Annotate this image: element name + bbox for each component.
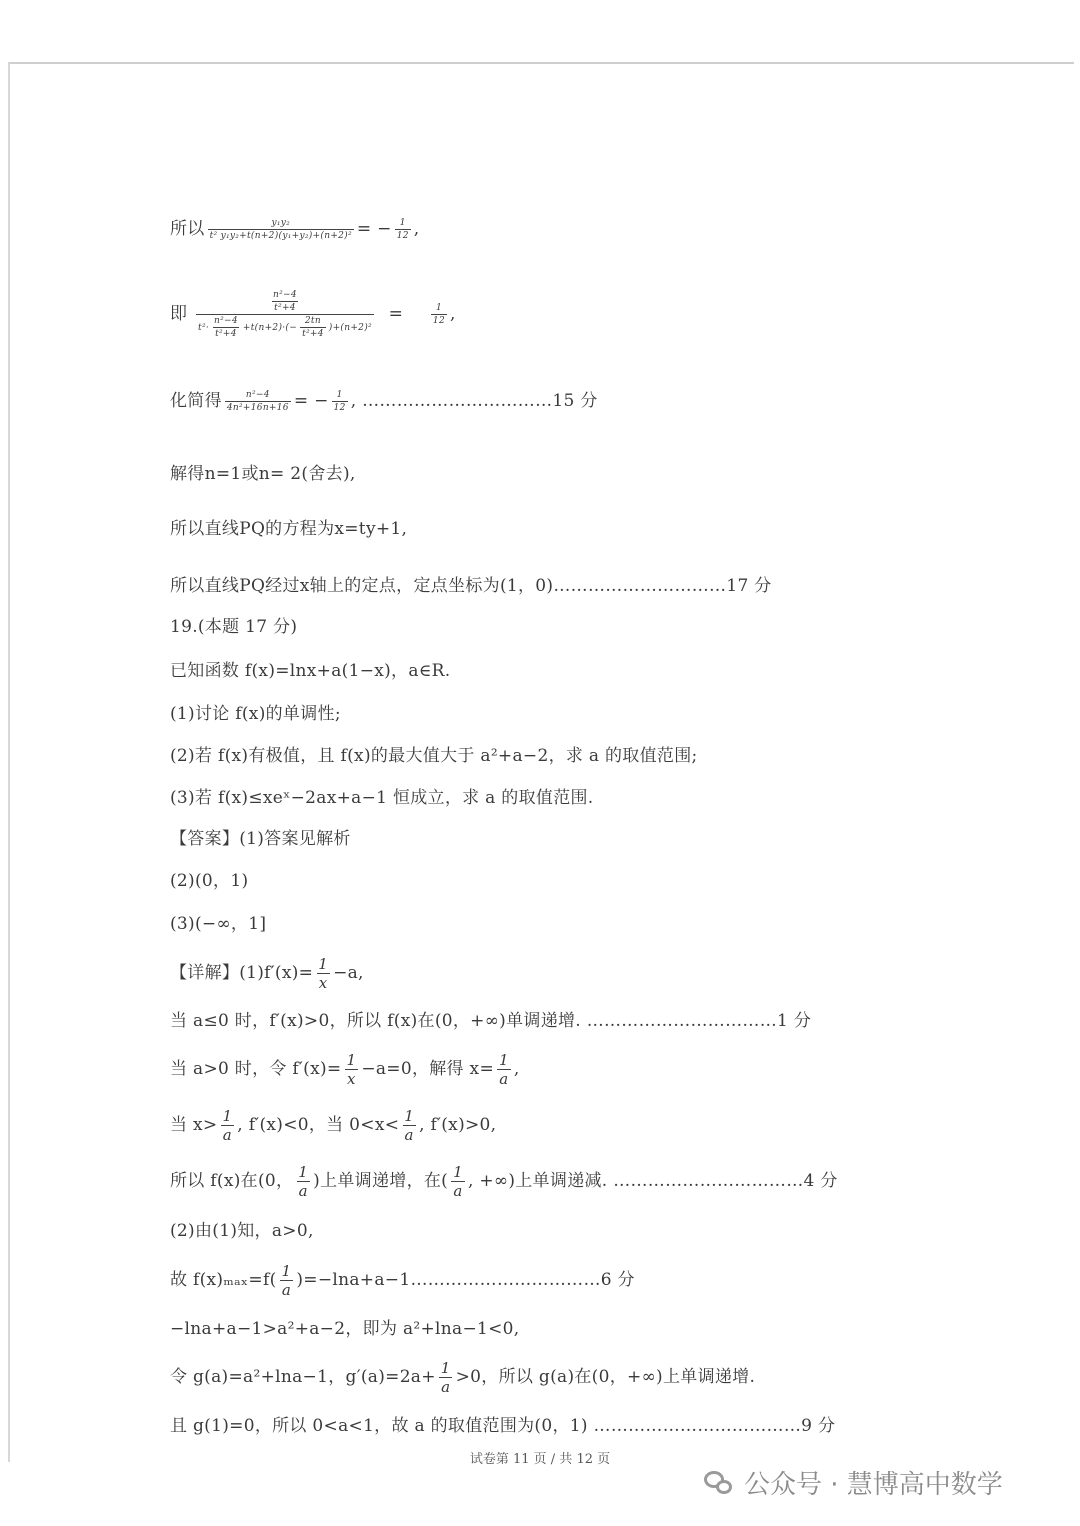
detail-case-1: 当 a≤0 时，f′(x)>0，所以 f(x)在(0，+∞)单调递增. ……………………………1 分 [170,1011,812,1031]
detail-conclusion: 且 g(1)=0，所以 0<a<1，故 a 的取值范围为(0，1) ………………………………9 分 [170,1416,836,1436]
question-part-2: (2)若 f(x)有极值，且 f(x)的最大值大于 a²+a−2，求 a 的取值范围; [170,746,698,766]
detail-case-2: 当 a>0 时，令 f′(x)= $\frac{1}{x}$ −a=0，解得 x= $\frac{1}{a}$ , [170,1051,520,1088]
line-1: 所以 $\frac{\text{y₁y₂}}{\text{t² y₁y₂+t(n+2)(y₁+y₂)+(n+2)²}}$ = − $\frac{1}{12}$ , [170,218,420,241]
question-heading: 19.(本题 17 分) [170,617,298,637]
answer-1: 【答案】(1)答案见解析 [170,829,351,849]
detail-part-2: (2)由(1)知，a>0, [170,1221,314,1241]
question-part-3: (3)若 f(x)≤xeˣ−2ax+a−1 恒成立，求 a 的取值范围. [170,788,594,808]
page-footer: 试卷第 11 页 / 共 12 页 [469,1452,611,1467]
detail-sign: 当 x> $\frac{1}{a}$ , f′(x)<0，当 0<x< $\frac{1}{a}$ , f′(x)>0, [170,1107,497,1144]
text: 所以 [170,219,205,239]
detail-g: 令 g(a)=a²+lna−1，g′(a)=2a+ $\frac{1}{a}$ >0，所以 g(a)在(0，+∞)上单调递增. [170,1359,756,1396]
question-stem: 已知函数 f(x)=lnx+a(1−x)，a∈R. [170,661,451,681]
answer-3: (3)(−∞，1] [170,914,267,934]
detail-monotonic: 所以 f(x)在(0， $\frac{1}{a}$ )上单调递增，在( $\frac{1}{a}$ , +∞)上单调递减. ……………………………4 分 [170,1163,838,1200]
wechat-icon [704,1469,734,1495]
line-4: 解得n=1或n= 2(舍去), [170,464,356,484]
watermark [704,1462,1003,1502]
question-part-1: (1)讨论 f(x)的单调性; [170,704,341,724]
line-3: 化简得 $\frac{\text{n²−4}}{\text{4n²+16n+16}}$ = − $\frac{1}{12}$ , ……………………………15 分 [170,390,598,413]
fraction: $\frac{1}{12}$ [396,218,409,241]
detail-inequality: −lna+a−1>a²+a−2，即为 a²+lna−1<0, [170,1319,520,1339]
line-6: 所以直线PQ经过x轴上的定点，定点坐标为(1，0)…………………………17 分 [170,576,772,596]
compound-fraction: $\frac{\text{n²−4}}{\text{t²+4}}$ t²· $\frac{\text{n²−4}}{\text{t²+4}}$ +t(n+2)·(− $\frac{2tn}{\text{t²+4}}$ )+(n+2)² [198,290,372,339]
watermark-text: 公众号 · 慧博高中数学 [744,1469,1003,1500]
line-2: 即 $\frac{\text{n²−4}}{\text{t²+4}}$ t²· $\frac{\text{n²−4}}{\text{t²+4}}$ +t(n+2)·(− $\frac{2tn}{\text{t²+4}}$ )+(n+2)² = $\frac{1}{12}$ , [170,290,456,339]
detail-max: 故 f(x)ₘₐₓ=f( $\frac{1}{a}$ )=−lna+a−1……………………………6 分 [170,1262,635,1299]
line-5: 所以直线PQ的方程为x=ty+1, [170,519,408,539]
detail-line: 【详解】(1)f′(x)= $\frac{1}{x}$ −a, [170,955,364,992]
fraction: $\frac{\text{y₁y₂}}{\text{t² y₁y₂+t(n+2)(y₁+y₂)+(n+2)²}}$ [209,218,352,241]
answer-2: (2)(0，1) [170,871,249,891]
